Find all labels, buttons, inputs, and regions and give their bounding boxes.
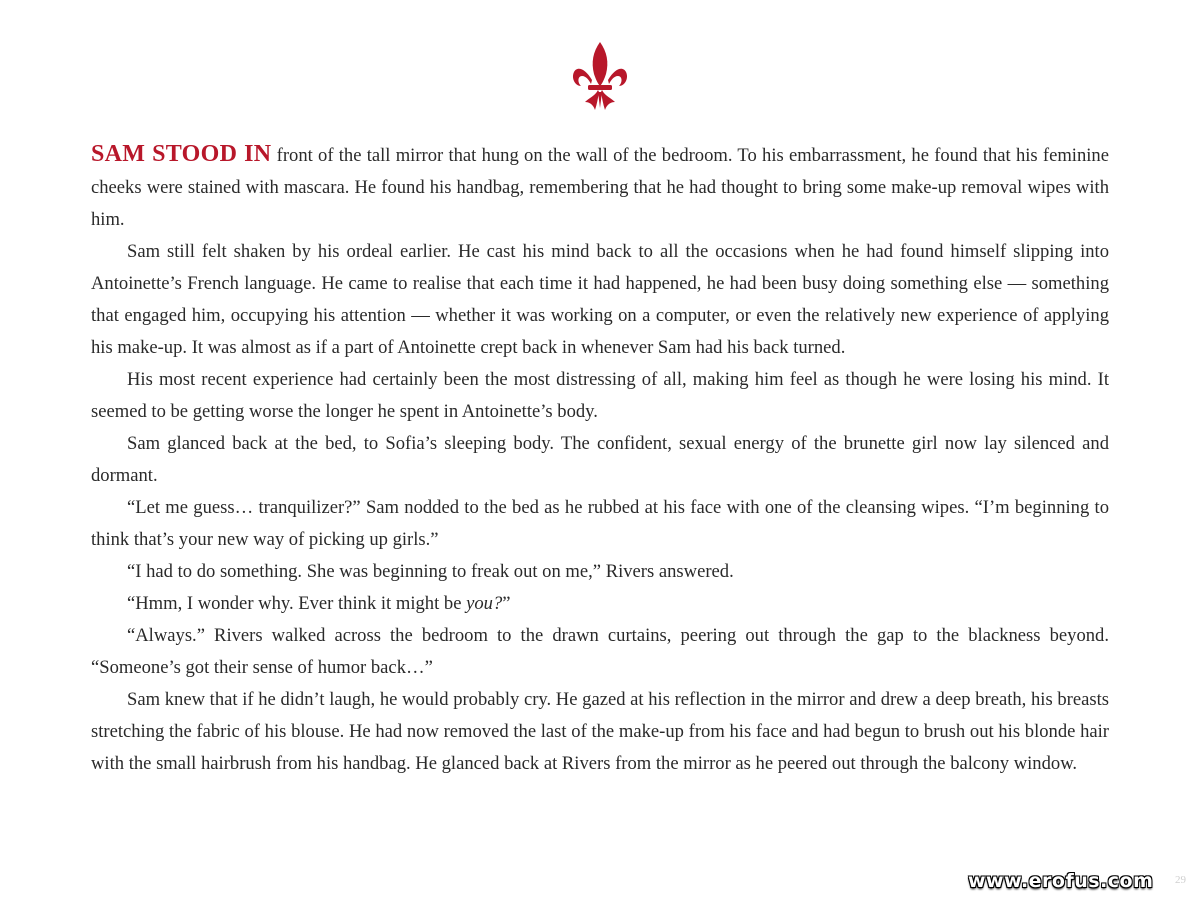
watermark: www.erofus.com	[968, 870, 1154, 892]
fleur-de-lis-icon	[571, 40, 629, 112]
page-number: 29	[1175, 874, 1186, 886]
paragraph-5: “Let me guess… tranquilizer?” Sam nodded to the bed as he rubbed at his face with one of the cleansing wipes. “I’m beginning to think that’s your new way of picking up girls.”	[91, 497, 1109, 550]
paragraph-3: His most recent experience had certainly been the most distressing of all, making him feel as though he were losing his mind. It seemed to be getting worse the longer he spent in Antoinette’s body.	[91, 369, 1109, 422]
paragraph-text: front of the tall mirror that hung on the wall of the bedroom. To his embarrassment, he found that his feminine cheeks were stained with mascara. He found his handbag, remembering that he had thought to bring some make-up removal wipes with him.	[91, 145, 1109, 230]
paragraph-text: ”	[502, 593, 511, 614]
emphasis-text: you?	[466, 593, 503, 614]
paragraph-2: Sam still felt shaken by his ordeal earlier. He cast his mind back to all the occasions when he had found himself slipping into Antoinette’s French language. He came to realise that each time it had happened, he had been busy doing something else — something that engaged him, occupying his attention — whether it was working on a computer, or even the relatively new experience of applying his make-up. It was almost as if a part of Antoinette crept back in whenever Sam had his back turned.	[91, 241, 1109, 358]
paragraph-text: “Hmm, I wonder why. Ever think it might be	[127, 593, 467, 614]
lead-in-caps: SAM STOOD IN	[91, 141, 272, 167]
paragraph-7	[91, 588, 1109, 620]
paragraph-1	[91, 138, 1109, 236]
story-text	[91, 138, 1109, 780]
paragraph-6: “I had to do something. She was beginning to freak out on me,” Rivers answered.	[127, 561, 734, 582]
paragraph-8: “Always.” Rivers walked across the bedroom to the drawn curtains, peering out through the gap to the blackness beyond. “Someone’s got their sense of humor back…”	[91, 625, 1109, 678]
paragraph-4: Sam glanced back at the bed, to Sofia’s sleeping body. The confident, sexual energy of the brunette girl now lay silenced and dormant.	[91, 433, 1109, 486]
paragraph-9: Sam knew that if he didn’t laugh, he would probably cry. He gazed at his reflection in the mirror and drew a deep breath, his breasts stretching the fabric of his blouse. He had now removed the last of the make-up from his face and had begun to brush out his blonde hair with the small hairbrush from his handbag. He glanced back at Rivers from the mirror as he peered out through the balcony window.	[91, 689, 1109, 774]
